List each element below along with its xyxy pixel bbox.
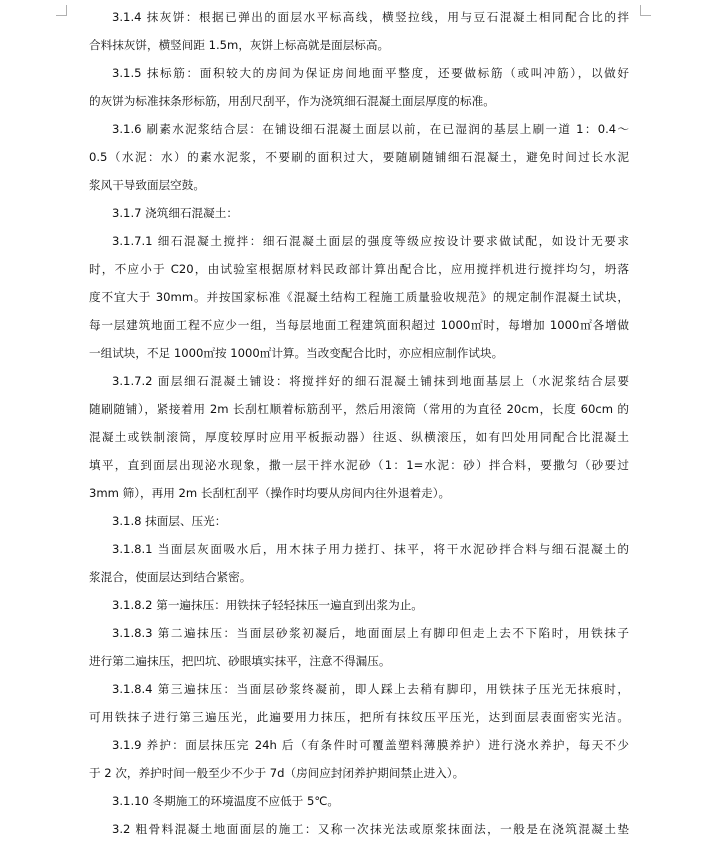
text-line: 3mm 筛），再用 2m 长刮杠刮平（操作时均要从房间内往外退着走）。 <box>89 486 451 500</box>
margin-corner-mark <box>56 5 67 16</box>
text-line: 于 2 次，养护时间一般至少不少于 7d（房间应封闭养护期间禁止进入）。 <box>89 766 465 780</box>
text-line: 浆风干导致面层空鼓。 <box>89 178 205 192</box>
text-line: 3.1.7.1 细石混凝土搅拌：细石混凝土面层的强度等级应按设计要求做试配，如设计无要求 <box>112 234 629 248</box>
text-line: 3.1.7 浇筑细石混凝土： <box>112 206 238 220</box>
text-line: 3.1.5 抹标筋：面积较大的房间为保证房间地面平整度，还要做标筋（或叫冲筋），以做好 <box>112 66 629 80</box>
text-line: 3.1.8.1 当面层灰面吸水后，用木抹子用力搓打、抹平，将干水泥砂拌合料与细石混凝土的 <box>112 542 629 556</box>
text-line: 0.5（水泥：水）的素水泥浆，不要刷的面积过大，要随刷随铺细石混凝土，避免时间过长水泥 <box>89 150 629 164</box>
text-line: 浆混合，使面层达到结合紧密。 <box>89 570 252 584</box>
text-line: 3.1.9 养护：面层抹压完 24h 后（有条件时可覆盖塑料薄膜养护）进行浇水养护，每天不少 <box>112 738 629 752</box>
text-line: 填平，直到面层出现泌水现象，撒一层干拌水泥砂（1：1=水泥：砂）拌合料，要撒匀（砂要过 <box>89 458 629 472</box>
margin-corner-mark <box>640 5 651 16</box>
text-line: 3.1.8.2 第一遍抹压：用铁抹子轻轻抹压一遍直到出浆为止。 <box>112 598 423 612</box>
text-line: 3.1.8.3 第二遍抹压：当面层砂浆初凝后，地面面层上有脚印但走上去不下陷时，用铁抹子 <box>112 626 629 640</box>
text-line: 3.1.6 刷素水泥浆结合层：在铺设细石混凝土面层以前，在已湿润的基层上刷一道 1：0.4～ <box>112 122 629 136</box>
text-line: 随刷随铺），紧接着用 2m 长刮杠顺着标筋刮平，然后用滚筒（常用的为直径 20cm，长度 60cm 的 <box>89 402 629 416</box>
text-line: 3.1.4 抹灰饼：根据已弹出的面层水平标高线，横竖拉线，用与豆石混凝土相同配合比的拌 <box>112 10 629 24</box>
text-line: 进行第二遍抹压，把凹坑、砂眼填实抹平，注意不得漏压。 <box>89 654 391 668</box>
text-line: 3.1.10 冬期施工的环境温度不应低于 5℃。 <box>112 794 339 808</box>
text-line: 合料抹灰饼，横竖间距 1.5m，灰饼上标高就是面层标高。 <box>89 38 390 52</box>
text-line: 一组试块，不足 1000㎡按 1000㎡计算。当改变配合比时，亦应相应制作试块。 <box>89 346 504 360</box>
text-line: 可用铁抹子进行第三遍压光，此遍要用力抹压，把所有抹纹压平压光，达到面层表面密实光洁。 <box>89 710 629 724</box>
text-line: 度不宜大于 30mm。并按国家标准《混凝土结构工程施工质量验收规范》的规定制作混凝土试块， <box>89 290 629 304</box>
text-line: 的灰饼为标准抹条形标筋，用刮尺刮平，作为浇筑细石混凝土面层厚度的标准。 <box>89 94 495 108</box>
text-line: 3.1.8 抹面层、压光： <box>112 514 227 528</box>
text-line: 时，不应小于 C20，由试验室根据原材料民政部计算出配合比，应用搅拌机进行搅拌均匀，坍落 <box>89 262 629 276</box>
text-line: 3.1.7.2 面层细石混凝土铺设：将搅拌好的细石混凝土铺抹到地面基层上（水泥浆结合层要 <box>112 374 629 388</box>
text-line: 混凝土或铁制滚筒，厚度较厚时应用平板振动器）往返、纵横滚压，如有凹处用同配合比混凝土 <box>89 430 629 444</box>
text-line: 每一层建筑地面工程不应少一组，当每层地面工程建筑面积超过 1000㎡时，每增加 1000㎡各增做 <box>89 318 629 332</box>
text-line: 3.1.8.4 第三遍抹压：当面层砂浆终凝前，即人踩上去稍有脚印，用铁抹子压光无抹痕时， <box>112 682 629 696</box>
text-line: 3.2 粗骨料混凝土地面面层的施工：又称一次抹光法或原浆抹面法，一般是在浇筑混凝土垫 <box>112 822 629 836</box>
